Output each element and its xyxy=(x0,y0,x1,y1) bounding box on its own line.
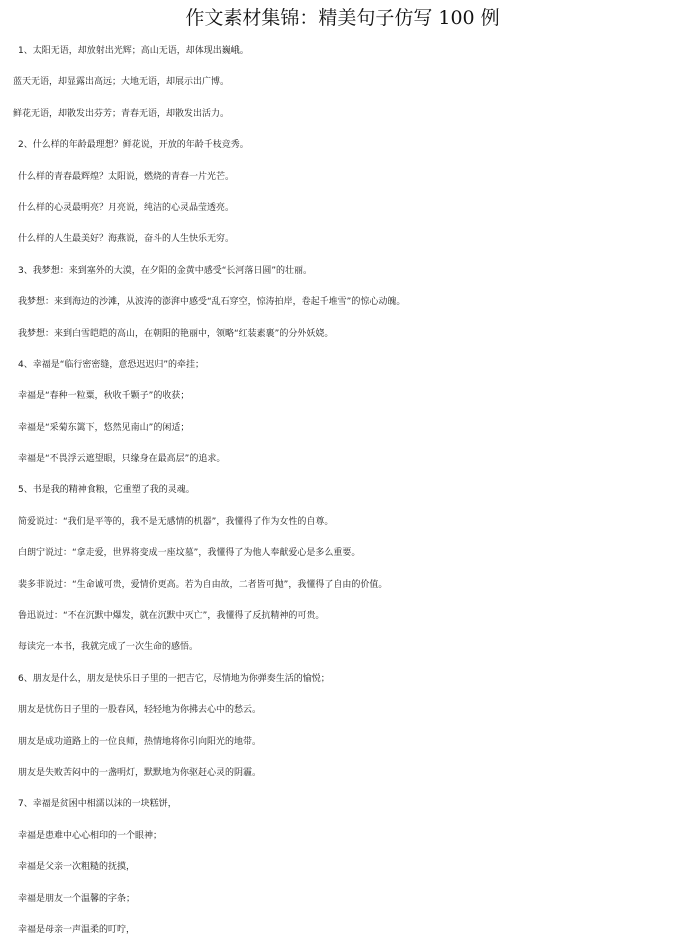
text-line: 什么样的心灵最明亮？月亮说，纯洁的心灵晶莹透亮。 xyxy=(18,202,235,213)
text-line: 什么样的青春最辉煌？太阳说，燃烧的青春一片光芒。 xyxy=(18,171,235,182)
text-line: 5、书是我的精神食粮，它重塑了我的灵魂。 xyxy=(18,485,195,496)
text-line: 幸福是“采菊东篱下，悠然见南山”的闲适； xyxy=(18,422,190,433)
text-line: 每读完一本书，我就完成了一次生命的感悟。 xyxy=(18,642,199,653)
text-line: 幸福是“春种一粒粟，秋收千颗子”的收获； xyxy=(18,391,190,402)
text-line: 鲜花无语，却散发出芬芳；青春无语，却散发出活力。 xyxy=(13,108,230,119)
text-line: 朋友是忧伤日子里的一股春风，轻轻地为你拂去心中的愁云。 xyxy=(18,705,262,716)
document-body xyxy=(0,36,685,946)
text-line: 幸福是患难中心心相印的一个眼神； xyxy=(18,830,163,841)
text-line: 我梦想：来到白雪皑皑的高山，在朝阳的艳丽中，领略“红装素裹”的分外妖娆。 xyxy=(18,328,334,339)
text-line: 幸福是朋友一个温馨的字条； xyxy=(18,893,136,904)
text-line: 什么样的人生最美好？海燕说，奋斗的人生快乐无穷。 xyxy=(18,234,235,245)
text-line: 简爱说过：“我们是平等的，我不是无感情的机器”，我懂得了作为女性的自尊。 xyxy=(18,516,334,527)
text-line: 1、太阳无语，却放射出光辉；高山无语，却体现出巍峨。 xyxy=(18,46,249,56)
text-line: 朋友是成功道路上的一位良师，热情地将你引向阳光的地带。 xyxy=(18,736,262,747)
text-line: 4、幸福是“临行密密缝，意恐迟迟归”的牵挂； xyxy=(18,359,205,370)
text-line: 朋友是失败苦闷中的一盏明灯，默默地为你驱赶心灵的阴霾。 xyxy=(18,767,262,778)
text-line: 幸福是母亲一声温柔的叮咛， xyxy=(18,924,136,935)
text-line: 裴多菲说过：“生命诚可贵，爱情价更高。若为自由故，二者皆可抛”，我懂得了自由的价值。 xyxy=(18,579,388,590)
text-line: 6、朋友是什么，朋友是快乐日子里的一把吉它，尽情地为你弹奏生活的愉悦； xyxy=(18,673,330,684)
text-line: 幸福是“不畏浮云遮望眼，只缘身在最高层”的追求。 xyxy=(18,454,226,465)
text-line: 蓝天无语，却显露出高远；大地无语，却展示出广博。 xyxy=(13,77,230,88)
text-line: 2、什么样的年龄最理想？鲜花说，开放的年龄千枝竞秀。 xyxy=(18,140,249,151)
text-line: 白朗宁说过：“拿走爱，世界将变成一座坟墓”，我懂得了为他人奉献爱心是多么重要。 xyxy=(18,548,361,559)
text-line: 幸福是父亲一次粗糙的抚摸， xyxy=(18,862,136,873)
text-line: 7、幸福是贫困中相濡以沫的一块糕饼， xyxy=(18,799,177,810)
text-line: 我梦想：来到海边的沙滩，从波涛的澎湃中感受“乱石穿空，惊涛拍岸，卷起千堆雪”的惊心动魄。 xyxy=(18,297,406,308)
text-line: 3、我梦想：来到塞外的大漠，在夕阳的金黄中感受“长河落日圆”的壮丽。 xyxy=(18,265,313,276)
document-title: 作文素材集锦：精美句子仿写 100 例 xyxy=(185,7,500,29)
text-line: 鲁迅说过：“不在沉默中爆发，就在沉默中灭亡”，我懂得了反抗精神的可贵。 xyxy=(18,611,325,622)
